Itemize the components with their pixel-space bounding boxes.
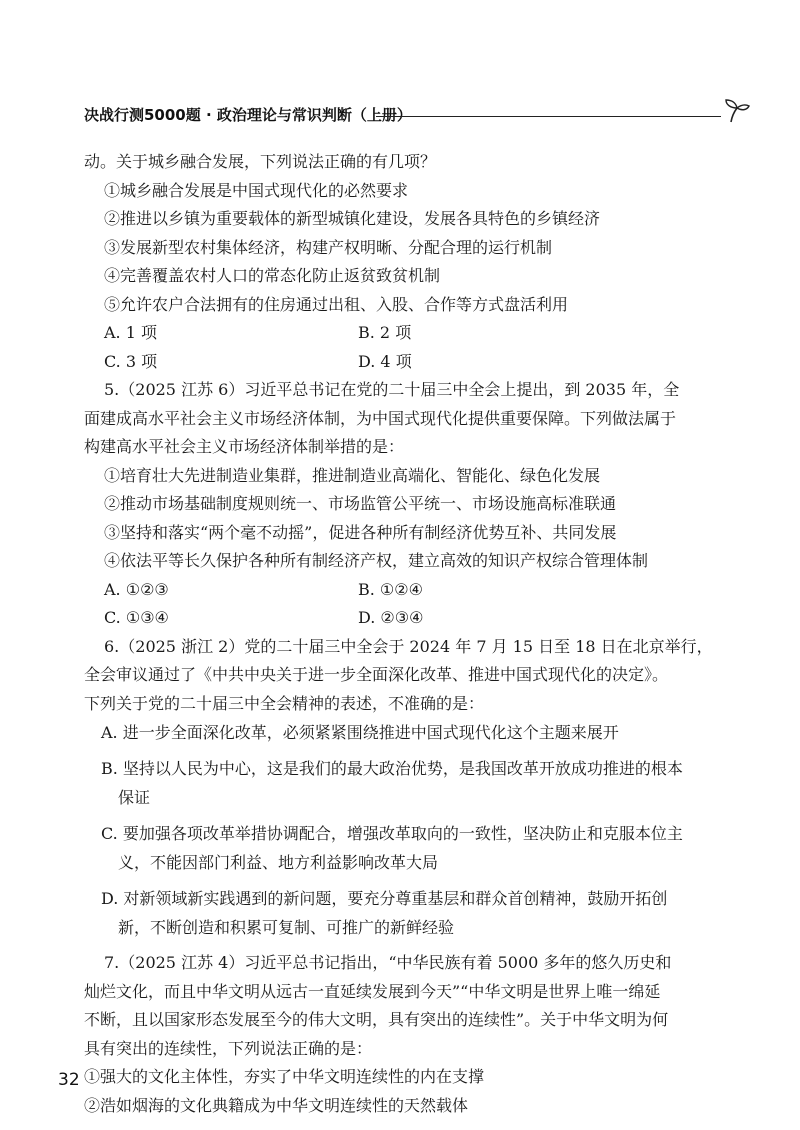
q6-choice-c: C. 要加强各项改革举措协调配合，增强改革取向的一致性，坚决防止和克服本位主义，不能因部门利益、地方利益影响改革大局 [101,824,683,872]
q5-item-4: ④依法平等长久保护各种所有制经济产权，建立高效的知识产权综合管理体制 [104,551,649,570]
q4-intro: 动。关于城乡融合发展，下列说法正确的有几项？ [84,152,437,171]
q7-item-1: ①强大的文化主体性，夯实了中华文明连续性的内在支撑 [84,1067,485,1086]
q6-stem-line-1: 6.（2025 浙江 2）党的二十届三中全会于 2024 年 7 月 15 日至 18 日在北京举行， [104,636,713,656]
q4-option-d: D. 4 项 [358,351,412,371]
q4-item-3: ③发展新型农村集体经济，构建产权明晰、分配合理的运行机制 [104,237,553,257]
q6-choice-d: D. 对新领域新实践遇到的新问题，要充分尊重基层和群众首创精神，鼓励开拓创新，不断创造和积累可复制、可推广的新鲜经验 [101,889,668,937]
page-header [84,100,674,130]
q5-item-3: ③坚持和落实“两个毫不动摇”，促进各种所有制经济优势互补、共同发展 [104,522,617,542]
header-rule [376,116,721,117]
q5-item-1: ①培育壮大先进制造业集群，推进制造业高端化、智能化、绿色化发展 [104,465,601,485]
q4-item-5: ⑤允许农户合法拥有的住房通过出租、入股、合作等方式盘活利用 [104,294,569,314]
q6-choice-a: A. 进一步全面深化改革，必须紧紧围绕推进中国式现代化这个主题来展开 [101,723,619,742]
q4-option-c: C. 3 项 [104,351,158,371]
q5-option-d: D. ②③④ [358,608,424,627]
q4-options-row-1 [84,319,684,348]
q4-option-a: A. 1 项 [104,323,157,342]
q5-stem-line-1: 5.（2025 江苏 6）习近平总书记在党的二十届三中全会上提出，到 2035 年，全 [104,380,680,399]
q5-stem-line-2: 面建成高水平社会主义市场经济体制，为中国式现代化提供重要保障。下列做法属于 [84,408,677,428]
q7-stem-line-2: 灿烂文化，而且中华文明从远古一直延续发展到今天”“中华文明是世界上唯一绵延 [84,981,661,1001]
q5-stem-line-3: 构建高水平社会主义市场经济体制举措的是： [84,437,405,456]
q7-item-2: ②浩如烟海的文化典籍成为中华文明连续性的天然载体 [84,1095,469,1115]
sprout-icon [717,92,757,132]
q5-option-b: B. ①②④ [358,579,423,599]
q5-option-c: C. ①③④ [104,608,169,627]
q5-options-row-2 [84,604,684,633]
q7-stem-line-3: 不断，且以国家形态发展至今的伟大文明，具有突出的连续性”。关于中华文明为何 [84,1010,669,1029]
q7-stem-line-4: 具有突出的连续性，下列说法正确的是： [84,1038,373,1058]
q4-item-1: ①城乡融合发展是中国式现代化的必然要求 [104,180,409,200]
page-number: 32 [58,1070,80,1090]
header-title: 决战行测5000题 · 政治理论与常识判断（上册） [84,106,412,124]
q5-item-2: ②推动市场基础制度规则统一、市场监管公平统一、市场设施高标准联通 [104,494,617,513]
q6-stem-line-3: 下列关于党的二十届三中全会精神的表述，不准确的是： [84,693,485,713]
q5-options-row-1 [84,576,684,605]
q4-item-2: ②推进以乡镇为重要载体的新型城镇化建设，发展各具特色的乡镇经济 [104,209,601,228]
q7-stem-line-1: 7.（2025 江苏 4）习近平总书记指出，“中华民族有着 5000 多年的悠久历史和 [104,953,672,972]
q4-item-4: ④完善覆盖农村人口的常态化防止返贫致贫机制 [104,266,441,285]
q6-stem-line-2: 全会审议通过了《中共中央关于进一步全面深化改革、推进中国式现代化的决定》。 [84,665,669,684]
q5-option-a: A. ①②③ [104,579,169,599]
q4-options-row-2 [84,348,684,377]
page-content [84,148,713,1120]
q6-choice-b: B. 坚持以人民为中心，这是我们的最大政治优势，是我国改革开放成功推进的根本保证 [101,759,683,807]
q4-option-b: B. 2 项 [358,323,412,342]
